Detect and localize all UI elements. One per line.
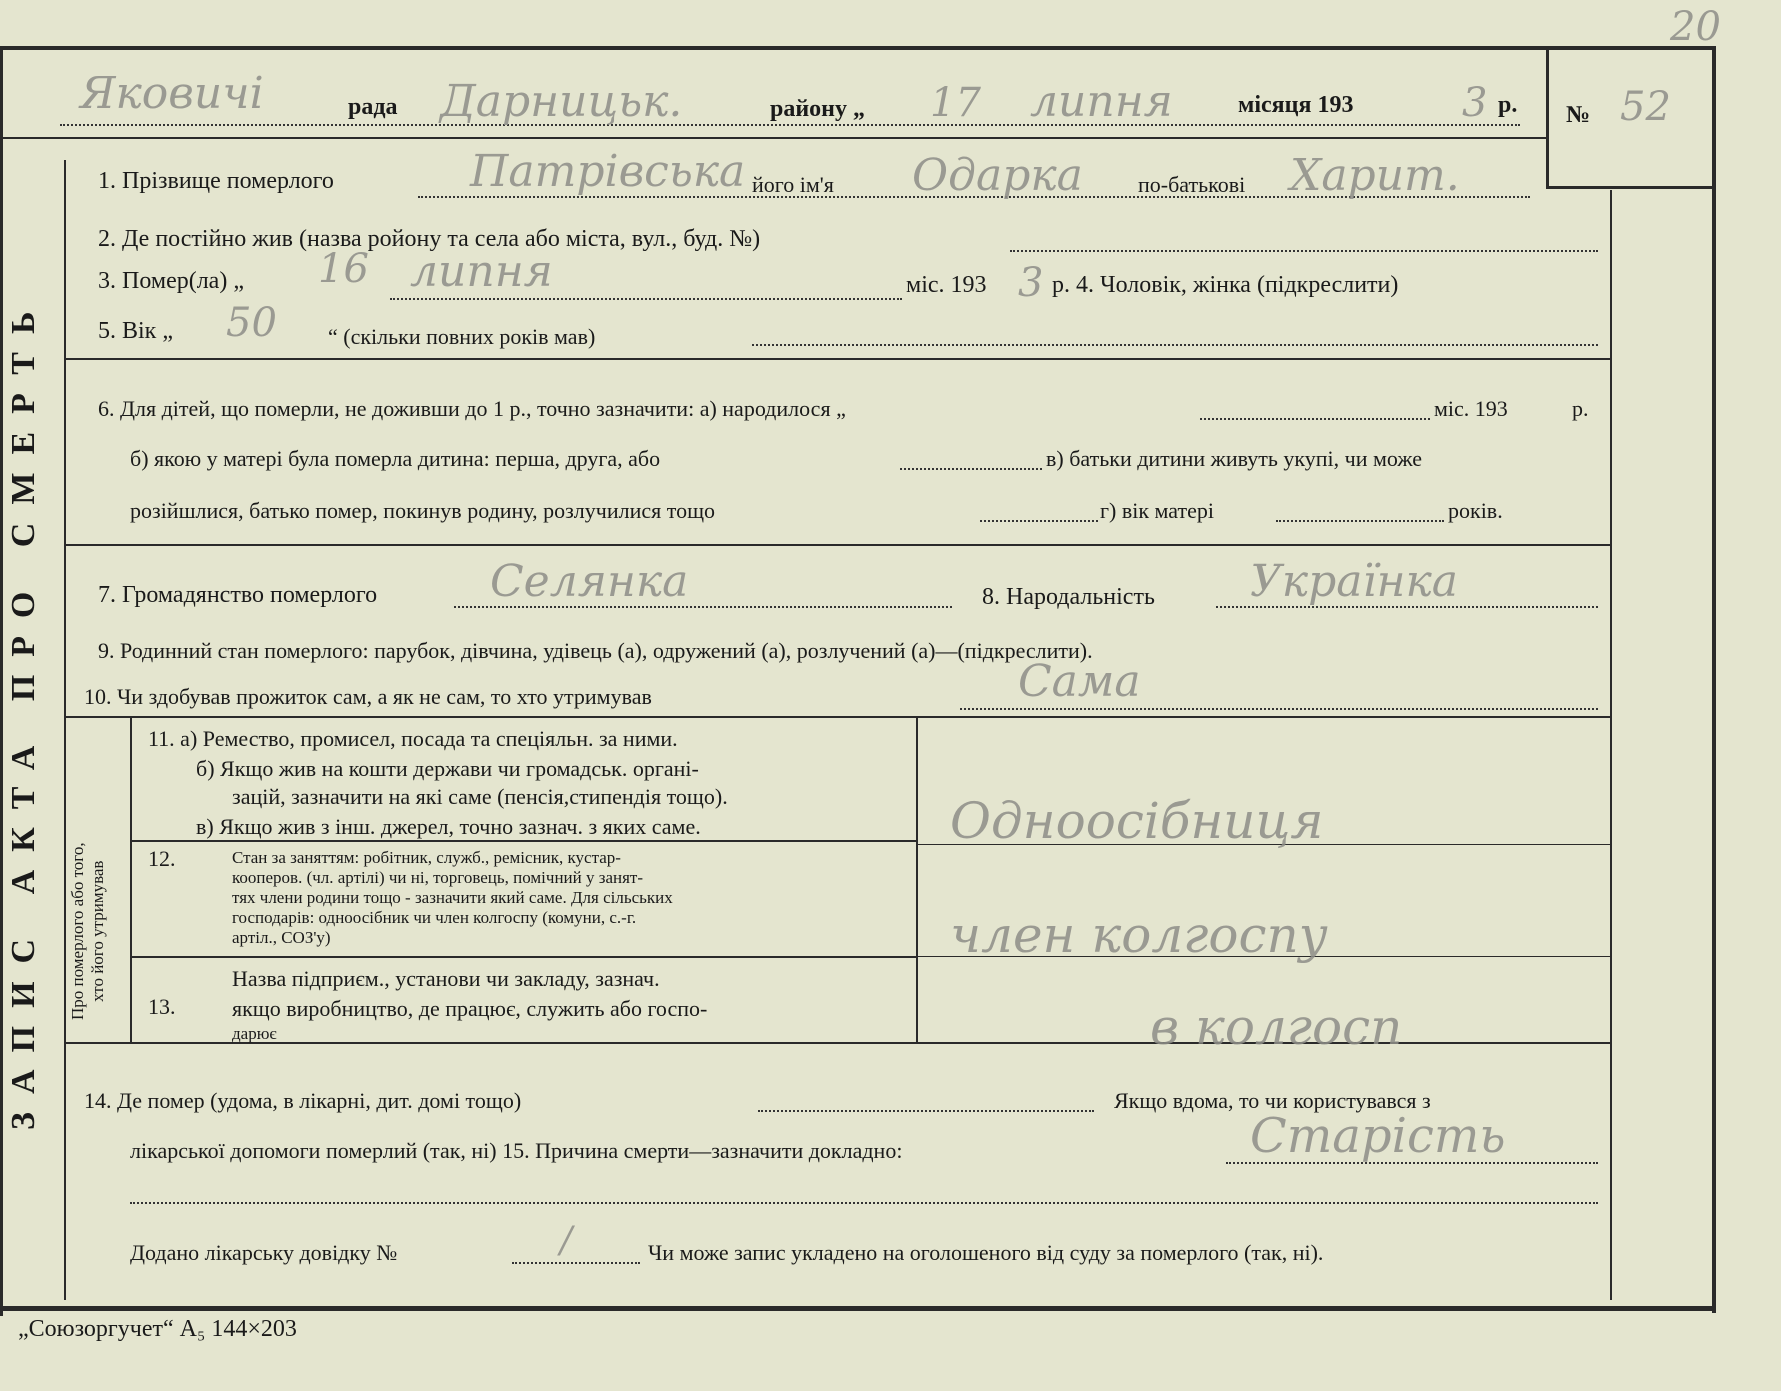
field-12-line-2: кооперов. (чл. артілі) чи ні, торговець, помічний у занят- [232, 868, 644, 887]
field-11a: 11. а) Ремество, промисел, посада та спеціяльн. за ними. [148, 726, 678, 751]
field-8-hw: Українка [1250, 556, 1459, 607]
field-1-label: 1. Прізвище померлого [98, 168, 334, 194]
field-6-line2: б) якою у матері була померла дитина: перша, друга, або [130, 446, 661, 471]
box-11-13-mid [916, 718, 918, 1044]
header-hw-day: 17 [930, 80, 981, 126]
field-1-hw-surname: Патрівська [470, 146, 746, 197]
field-1-name-label: його ім'я [752, 172, 834, 197]
field-7-hw: Селянка [490, 556, 689, 607]
field-13-line-1: Назва підприєм., установи чи закладу, зазнач. [232, 966, 660, 991]
side-note-line-1: Про померлого або того, [68, 842, 87, 1020]
field-13-num: 13. [148, 994, 176, 1019]
field-3-hw-year: 3 [1018, 260, 1044, 306]
footer-cert-line [512, 1262, 640, 1264]
divider-12-13 [130, 956, 916, 958]
field-13-line-2: якщо виробництво, де працює, служить або госпо- [232, 996, 708, 1021]
header-hw-raion: Дарницьк. [440, 76, 683, 127]
box-11-13-left [130, 718, 132, 1044]
field-6-line3-b: г) вік матері [1100, 498, 1214, 523]
field-12-num: 12. [148, 846, 176, 871]
field-6-line3-dot2 [1276, 520, 1444, 522]
field-5-label: 5. Вік „ [98, 318, 173, 344]
divider-after-5 [64, 358, 1612, 360]
field-12-line-3: тях члени родини тощо - зазначити який саме. Для сільських [232, 888, 673, 907]
numbox-bottom [1546, 186, 1714, 189]
footer-cert-label: Додано лікарську довідку № [130, 1240, 398, 1265]
field-9-label: 9. Родинний стан померлого: парубок, дівчина, удівець (а), одружений (а), розлучений (а)—(підкреслити). [98, 638, 1093, 663]
field-12-line-5: артіл., СОЗ'у) [232, 928, 331, 947]
field-3-month-label: міс. 193 [906, 272, 987, 298]
footer-hw: / [560, 1220, 573, 1261]
field-15-label: лікарської допомоги померлий (так, ні) 15. Причина смерти—зазначити докладно: [130, 1138, 903, 1163]
field-6-line2-dot [900, 468, 1042, 470]
frame-top [0, 46, 1716, 50]
inner-left [64, 160, 66, 1300]
field-3-4-label: р. 4. Чоловік, жінка (підкреслити) [1052, 272, 1399, 298]
field-10-hw: Сама [1018, 656, 1141, 707]
field-15-line-2 [130, 1202, 1598, 1204]
field-3-hw-day: 16 [318, 246, 369, 292]
field-5-suffix: “ (скільки повних років мав) [328, 324, 596, 349]
field-11-13-hw-3: в колгосп [1150, 998, 1403, 1056]
field-11c: в) Якщо жив з інш. джерел, точно зазнач. з яких саме. [196, 814, 701, 839]
field-1-hw-name: Одарка [912, 150, 1083, 201]
header-divider [0, 137, 1548, 139]
numbox-hw: 52 [1620, 84, 1671, 130]
field-2-label: 2. Де постійно жив (назва ройону та села або міста, вул., буд. №) [98, 226, 761, 252]
field-3-label: 3. Помер(ла) „ [98, 268, 244, 294]
header-r-label: р. [1498, 92, 1518, 118]
field-6-line1-r: р. [1572, 396, 1589, 421]
header-underline [60, 124, 1520, 126]
field-11b-2: зацій, зазначити на які саме (пенсія,стипендія тощо). [232, 784, 728, 809]
field-14-label: 14. Де помер (удома, в лікарні, дит. домі тощо) [84, 1088, 522, 1113]
inner-right [1610, 190, 1612, 1300]
field-2-line [1010, 250, 1598, 252]
numbox-label: № [1566, 102, 1591, 128]
field-6-line3-c: років. [1448, 498, 1503, 523]
header-raion-label: району „ [770, 96, 866, 122]
field-14-b-label: Якщо вдома, то чи користувався з [1114, 1088, 1431, 1113]
field-6-line1-month: міс. 193 [1434, 396, 1508, 421]
field-3-line [390, 298, 902, 300]
field-6-line1-dot [1200, 418, 1430, 420]
divider-after-6 [64, 544, 1612, 546]
field-6-line2-b: в) батьки дитини живуть укупі, чи може [1046, 446, 1423, 471]
field-1-patronymic-label: по-батькові [1138, 172, 1246, 197]
field-6-line1: 6. Для дітей, що померли, не доживши до 1 р., точно зазначити: а) народилося „ [98, 396, 846, 421]
printer-mark: „Союзоргучет“ А₅ 144×203 [18, 1316, 297, 1342]
field-13-line-3: дарює [232, 1024, 277, 1043]
field-15-hw: Старість [1250, 1108, 1506, 1164]
field-10-label: 10. Чи здобував прожиток сам, а як не сам, то хто утримував [84, 684, 652, 709]
footer-court-label: Чи може запис укладено на оголошеного від суду за померлого (так, ні). [648, 1240, 1324, 1265]
field-8-label: 8. Народальність [982, 584, 1155, 610]
field-11-13-hw-1: Одноосібниця [950, 792, 1324, 850]
field-5-hw-age: 50 [226, 300, 277, 346]
numbox-left [1546, 48, 1549, 188]
header-hw-rada: Яковичі [80, 68, 264, 119]
field-14-line [758, 1110, 1094, 1112]
field-3-hw-month: липня [410, 246, 553, 297]
side-title: ЗАПИС АКТА ПРО СМЕРТЬ [5, 293, 42, 1130]
field-6-line3-dot [980, 520, 1098, 522]
field-5-line [752, 344, 1598, 346]
frame-bottom [0, 1306, 1716, 1311]
field-12-line-1: Стан за заняттям: робітник, служб., ремісник, кустар- [232, 848, 621, 867]
field-1-hw-patronymic: Харит. [1290, 150, 1460, 201]
field-7-label: 7. Громадянство померлого [98, 582, 378, 608]
field-11b-1: б) Якщо жив на кошти держави чи громадськ. органі- [196, 756, 699, 781]
field-10-line [960, 708, 1598, 710]
divider-after-10 [64, 716, 1612, 718]
divider-11-12 [130, 840, 916, 842]
corner-hw: 20 [1670, 4, 1721, 50]
frame-right [1712, 46, 1716, 1313]
side-note [68, 842, 108, 1020]
header-month-label: місяця 193 [1238, 92, 1354, 118]
header-hw-year: 3 [1462, 80, 1488, 126]
field-12-line-4: господарів: одноосібник чи член колгоспу (комуни, с.-г. [232, 908, 637, 927]
field-11-13-hw-2: член колгоспу [950, 906, 1328, 964]
header-rada-label: рада [348, 94, 398, 120]
frame-left [0, 46, 3, 1316]
side-note-line-2: хто його утримував [88, 860, 107, 1002]
field-6-line3: розійшлися, батько помер, покинув родину, розлучилися тощо [130, 498, 716, 523]
header-hw-month: липня [1030, 76, 1173, 127]
